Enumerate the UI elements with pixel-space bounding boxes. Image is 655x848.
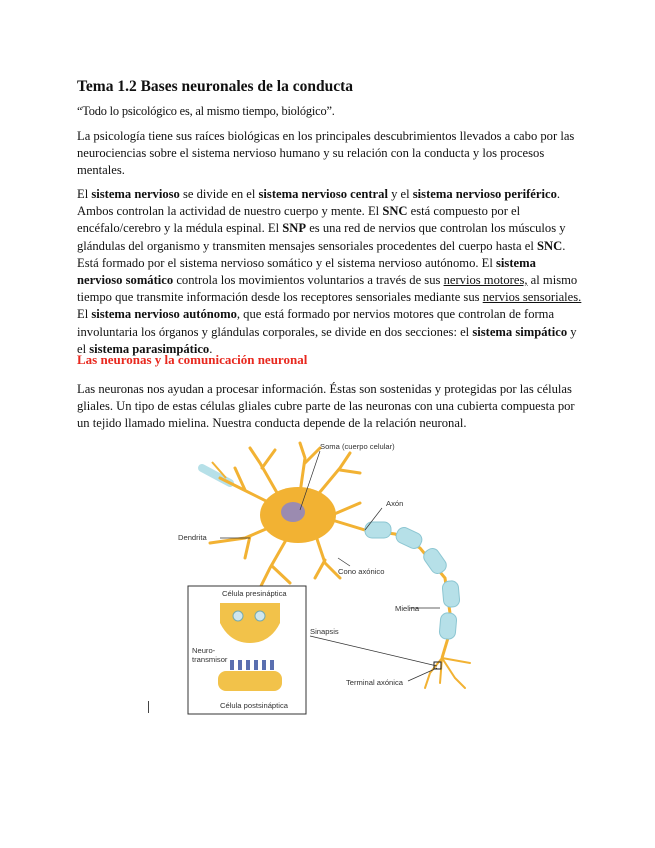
paragraph-intro: La psicología tiene sus raíces biológicas en los principales descubrimientos llevados a cabo por las neurociencias sobre el sistema nervioso humano y su relación con la conducta y los procesos mentales.: [77, 129, 575, 178]
neuron-figure: [150, 438, 490, 718]
label-soma: Soma (cuerpo celular): [320, 442, 395, 451]
label-terminal: Terminal axónica: [346, 678, 403, 687]
label-dendrita: Dendrita: [178, 533, 207, 542]
label-postsinaptica: Célula postsináptica: [220, 701, 288, 710]
quote: “Todo lo psicológico es, al mismo tiempo, biológico”.: [77, 104, 335, 118]
label-neuro1: Neuro-: [192, 646, 216, 655]
page-title: Tema 1.2 Bases neuronales de la conducta: [77, 78, 354, 95]
label-presinaptica: Célula presináptica: [222, 589, 287, 598]
label-axon: Axón: [386, 499, 404, 508]
label-mielina: Mielina: [395, 604, 420, 613]
label-sinapsis: Sinapsis: [310, 627, 339, 636]
section-heading: Las neuronas y la comunicación neuronal: [77, 352, 308, 367]
paragraph-sistema-nervioso: El sistema nervioso se divide en el sistema nervioso central y el sistema nervioso periférico. Ambos controlan la actividad de nuestro cuerpo y mente. El SNC está compuesto por el encéfalo/cerebro y la médula espinal. El SNP es una red de nervios que controlan los músculos y glándulas del organismo y transmiten mensajes sensoriales procedentes del cuerpo hasta el SNC. Está formado por el sistema nervioso somático y el sistema nervioso autónomo. El sistema nervioso somático controla los movimientos voluntarios a través de sus nervios motores, al mismo tiempo que transmite información desde los receptores sensoriales mediante sus nervios sensoriales. El sistema nervioso autónomo, que está formado por nervios motores que controlan de forma involuntaria los órganos y glándulas corporales, se divide en dos secciones: el sistema simpático y el sistema parasimpático.: [77, 187, 582, 356]
label-neuro2: transmisor: [192, 655, 228, 664]
label-cono: Cono axónico: [338, 567, 385, 576]
paragraph-neuronas: Las neuronas nos ayudan a procesar información. Éstas son sostenidas y protegidas por las células gliales. Un tipo de estas células gliales cubre parte de las neuronas con una cubierta compuesta por un tejido llamado mielina. Nuestra conducta depende de la relación neuronal.: [77, 382, 575, 431]
text-cursor: [148, 701, 149, 713]
